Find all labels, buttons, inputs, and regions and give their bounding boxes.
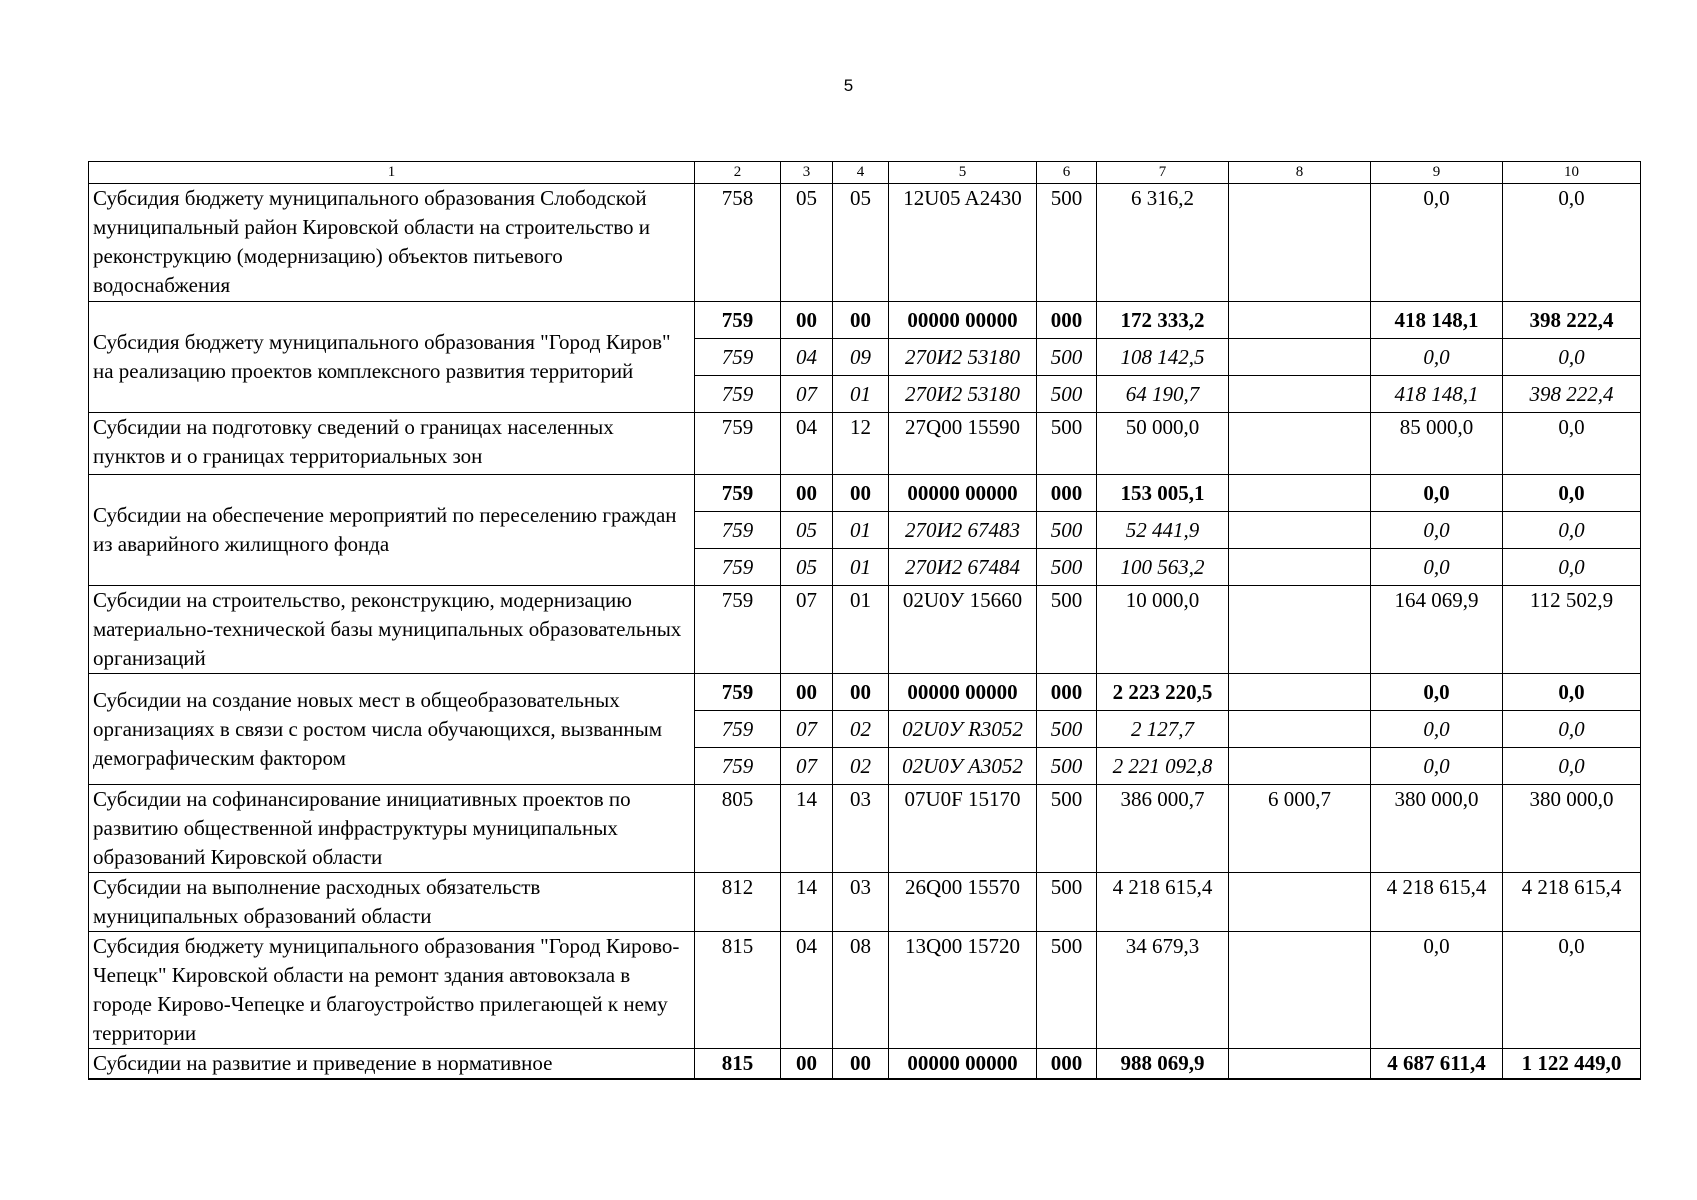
amount-2021: 6 316,2 bbox=[1097, 184, 1229, 302]
code-admin: 759 bbox=[695, 674, 781, 711]
amount-2023: 0,0 bbox=[1503, 512, 1641, 549]
code-subsection: 00 bbox=[833, 674, 889, 711]
code-admin: 812 bbox=[695, 873, 781, 932]
code-subsection: 01 bbox=[833, 376, 889, 413]
code-expense-type: 500 bbox=[1037, 785, 1097, 873]
code-subsection: 02 bbox=[833, 711, 889, 748]
amount-2021: 2 223 220,5 bbox=[1097, 674, 1229, 711]
amount-2023: 380 000,0 bbox=[1503, 785, 1641, 873]
row-description: Субсидия бюджету муниципального образования "Город Кирово-Чепецк" Кировской области на ремонт здания автовокзала в городе Кирово-Чепецке и благоустройство прилегающей к нему территории bbox=[89, 932, 695, 1049]
amount-2023: 0,0 bbox=[1503, 339, 1641, 376]
amount-change bbox=[1229, 748, 1371, 785]
table-row bbox=[89, 1049, 1641, 1080]
table-row bbox=[89, 932, 1641, 1049]
page-number: 5 bbox=[843, 76, 854, 95]
code-target-article: 27Q00 15590 bbox=[889, 413, 1037, 475]
amount-2023: 0,0 bbox=[1503, 184, 1641, 302]
code-section: 04 bbox=[781, 413, 833, 475]
amount-2021: 2 221 092,8 bbox=[1097, 748, 1229, 785]
code-section: 07 bbox=[781, 748, 833, 785]
code-subsection: 02 bbox=[833, 748, 889, 785]
amount-2022: 418 148,1 bbox=[1371, 302, 1503, 339]
code-subsection: 08 bbox=[833, 932, 889, 1049]
amount-2022: 380 000,0 bbox=[1371, 785, 1503, 873]
amount-2023: 112 502,9 bbox=[1503, 586, 1641, 674]
code-target-article: 00000 00000 bbox=[889, 674, 1037, 711]
code-admin: 758 bbox=[695, 184, 781, 302]
amount-change bbox=[1229, 549, 1371, 586]
amount-2022: 0,0 bbox=[1371, 184, 1503, 302]
column-header: 8 bbox=[1229, 162, 1371, 184]
amount-2023: 0,0 bbox=[1503, 549, 1641, 586]
amount-change bbox=[1229, 711, 1371, 748]
table-row bbox=[89, 413, 1641, 475]
amount-2023: 1 122 449,0 bbox=[1503, 1049, 1641, 1080]
code-section: 14 bbox=[781, 785, 833, 873]
code-subsection: 03 bbox=[833, 785, 889, 873]
amount-2022: 4 218 615,4 bbox=[1371, 873, 1503, 932]
code-admin: 759 bbox=[695, 413, 781, 475]
code-admin: 759 bbox=[695, 339, 781, 376]
amount-change bbox=[1229, 586, 1371, 674]
code-subsection: 09 bbox=[833, 339, 889, 376]
row-description: Субсидии на развитие и приведение в нормативное bbox=[89, 1049, 695, 1080]
code-section: 04 bbox=[781, 339, 833, 376]
amount-change bbox=[1229, 512, 1371, 549]
code-expense-type: 500 bbox=[1037, 339, 1097, 376]
column-header: 2 bbox=[695, 162, 781, 184]
code-expense-type: 500 bbox=[1037, 711, 1097, 748]
table-row bbox=[89, 674, 1641, 711]
code-target-article: 270И2 53180 bbox=[889, 339, 1037, 376]
code-target-article: 00000 00000 bbox=[889, 475, 1037, 512]
amount-change bbox=[1229, 873, 1371, 932]
column-number-row bbox=[89, 162, 1641, 184]
amount-2022: 0,0 bbox=[1371, 932, 1503, 1049]
amount-2023: 398 222,4 bbox=[1503, 302, 1641, 339]
code-admin: 759 bbox=[695, 549, 781, 586]
row-description: Субсидии на создание новых мест в общеобразовательных организациях в связи с ростом числа обучающихся, вызванным демографическим фактором bbox=[89, 674, 695, 785]
row-description: Субсидии на подготовку сведений о границах населенных пунктов и о границах территориальных зон bbox=[89, 413, 695, 475]
code-subsection: 00 bbox=[833, 1049, 889, 1080]
code-expense-type: 500 bbox=[1037, 376, 1097, 413]
table-row bbox=[89, 873, 1641, 932]
code-target-article: 07U0F 15170 bbox=[889, 785, 1037, 873]
table-row bbox=[89, 302, 1641, 339]
table-row bbox=[89, 184, 1641, 302]
row-description: Субсидии на выполнение расходных обязательств муниципальных образований области bbox=[89, 873, 695, 932]
code-subsection: 03 bbox=[833, 873, 889, 932]
amount-2021: 386 000,7 bbox=[1097, 785, 1229, 873]
code-expense-type: 500 bbox=[1037, 549, 1097, 586]
code-target-article: 12U05 A2430 bbox=[889, 184, 1037, 302]
code-admin: 759 bbox=[695, 512, 781, 549]
code-admin: 759 bbox=[695, 711, 781, 748]
column-header: 6 bbox=[1037, 162, 1097, 184]
column-header: 10 bbox=[1503, 162, 1641, 184]
amount-change bbox=[1229, 376, 1371, 413]
code-expense-type: 500 bbox=[1037, 586, 1097, 674]
amount-change bbox=[1229, 184, 1371, 302]
row-description: Субсидия бюджету муниципального образования Слободской муниципальный район Кировской области на строительство и реконструкцию (модернизацию) объектов питьевого водоснабжения bbox=[89, 184, 695, 302]
column-header: 1 bbox=[89, 162, 695, 184]
amount-change bbox=[1229, 302, 1371, 339]
amount-2021: 2 127,7 bbox=[1097, 711, 1229, 748]
code-subsection: 01 bbox=[833, 512, 889, 549]
code-target-article: 270И2 53180 bbox=[889, 376, 1037, 413]
amount-2022: 0,0 bbox=[1371, 549, 1503, 586]
amount-2021: 34 679,3 bbox=[1097, 932, 1229, 1049]
code-target-article: 13Q00 15720 bbox=[889, 932, 1037, 1049]
code-expense-type: 000 bbox=[1037, 1049, 1097, 1080]
amount-2022: 0,0 bbox=[1371, 711, 1503, 748]
code-section: 07 bbox=[781, 586, 833, 674]
code-section: 00 bbox=[781, 302, 833, 339]
code-expense-type: 000 bbox=[1037, 674, 1097, 711]
amount-change bbox=[1229, 413, 1371, 475]
amount-2021: 988 069,9 bbox=[1097, 1049, 1229, 1080]
amount-2022: 418 148,1 bbox=[1371, 376, 1503, 413]
amount-2021: 100 563,2 bbox=[1097, 549, 1229, 586]
amount-2022: 0,0 bbox=[1371, 339, 1503, 376]
column-header: 3 bbox=[781, 162, 833, 184]
amount-2023: 4 218 615,4 bbox=[1503, 873, 1641, 932]
code-target-article: 02U0У A3052 bbox=[889, 748, 1037, 785]
amount-2022: 0,0 bbox=[1371, 674, 1503, 711]
code-admin: 805 bbox=[695, 785, 781, 873]
budget-table bbox=[88, 161, 1641, 1080]
amount-2021: 108 142,5 bbox=[1097, 339, 1229, 376]
amount-2022: 164 069,9 bbox=[1371, 586, 1503, 674]
code-section: 00 bbox=[781, 674, 833, 711]
code-subsection: 01 bbox=[833, 549, 889, 586]
amount-2021: 172 333,2 bbox=[1097, 302, 1229, 339]
column-header: 9 bbox=[1371, 162, 1503, 184]
code-admin: 759 bbox=[695, 302, 781, 339]
code-expense-type: 500 bbox=[1037, 512, 1097, 549]
amount-2021: 52 441,9 bbox=[1097, 512, 1229, 549]
amount-2022: 0,0 bbox=[1371, 748, 1503, 785]
code-admin: 759 bbox=[695, 376, 781, 413]
code-subsection: 00 bbox=[833, 302, 889, 339]
row-description: Субсидия бюджету муниципального образования "Город Киров" на реализацию проектов комплексного развития территорий bbox=[89, 302, 695, 413]
code-target-article: 00000 00000 bbox=[889, 1049, 1037, 1080]
code-admin: 759 bbox=[695, 586, 781, 674]
amount-change bbox=[1229, 475, 1371, 512]
code-section: 00 bbox=[781, 475, 833, 512]
code-admin: 759 bbox=[695, 475, 781, 512]
code-section: 04 bbox=[781, 932, 833, 1049]
amount-2022: 0,0 bbox=[1371, 475, 1503, 512]
table-body bbox=[89, 162, 1641, 1080]
code-expense-type: 500 bbox=[1037, 873, 1097, 932]
amount-2022: 0,0 bbox=[1371, 512, 1503, 549]
code-target-article: 26Q00 15570 bbox=[889, 873, 1037, 932]
amount-2023: 0,0 bbox=[1503, 413, 1641, 475]
row-description: Субсидии на обеспечение мероприятий по переселению граждан из аварийного жилищного фонда bbox=[89, 475, 695, 586]
amount-2022: 4 687 611,4 bbox=[1371, 1049, 1503, 1080]
code-admin: 759 bbox=[695, 748, 781, 785]
code-section: 07 bbox=[781, 376, 833, 413]
code-expense-type: 500 bbox=[1037, 184, 1097, 302]
amount-2023: 0,0 bbox=[1503, 711, 1641, 748]
column-header: 7 bbox=[1097, 162, 1229, 184]
column-header: 4 bbox=[833, 162, 889, 184]
table-row bbox=[89, 586, 1641, 674]
code-subsection: 12 bbox=[833, 413, 889, 475]
code-subsection: 00 bbox=[833, 475, 889, 512]
amount-2021: 50 000,0 bbox=[1097, 413, 1229, 475]
code-expense-type: 500 bbox=[1037, 932, 1097, 1049]
amount-change bbox=[1229, 932, 1371, 1049]
code-section: 07 bbox=[781, 711, 833, 748]
amount-change: 6 000,7 bbox=[1229, 785, 1371, 873]
row-description: Субсидии на софинансирование инициативных проектов по развитию общественной инфраструктуры муниципальных образований Кировской области bbox=[89, 785, 695, 873]
code-section: 05 bbox=[781, 184, 833, 302]
code-target-article: 270И2 67484 bbox=[889, 549, 1037, 586]
amount-2023: 0,0 bbox=[1503, 475, 1641, 512]
code-subsection: 05 bbox=[833, 184, 889, 302]
amount-2021: 64 190,7 bbox=[1097, 376, 1229, 413]
code-section: 14 bbox=[781, 873, 833, 932]
table-row bbox=[89, 475, 1641, 512]
code-target-article: 02U0У 15660 bbox=[889, 586, 1037, 674]
code-target-article: 00000 00000 bbox=[889, 302, 1037, 339]
amount-2023: 0,0 bbox=[1503, 748, 1641, 785]
code-expense-type: 000 bbox=[1037, 475, 1097, 512]
amount-2023: 0,0 bbox=[1503, 674, 1641, 711]
amount-2023: 0,0 bbox=[1503, 932, 1641, 1049]
amount-2021: 153 005,1 bbox=[1097, 475, 1229, 512]
code-target-article: 02U0У R3052 bbox=[889, 711, 1037, 748]
code-section: 00 bbox=[781, 1049, 833, 1080]
code-section: 05 bbox=[781, 549, 833, 586]
amount-change bbox=[1229, 1049, 1371, 1080]
table-row bbox=[89, 785, 1641, 873]
row-description: Субсидии на строительство, реконструкцию, модернизацию материально-технической базы муниципальных образовательных организаций bbox=[89, 586, 695, 674]
code-expense-type: 500 bbox=[1037, 413, 1097, 475]
code-admin: 815 bbox=[695, 1049, 781, 1080]
column-header: 5 bbox=[889, 162, 1037, 184]
code-expense-type: 500 bbox=[1037, 748, 1097, 785]
amount-change bbox=[1229, 339, 1371, 376]
code-target-article: 270И2 67483 bbox=[889, 512, 1037, 549]
amount-change bbox=[1229, 674, 1371, 711]
amount-2021: 10 000,0 bbox=[1097, 586, 1229, 674]
code-section: 05 bbox=[781, 512, 833, 549]
amount-2023: 398 222,4 bbox=[1503, 376, 1641, 413]
code-expense-type: 000 bbox=[1037, 302, 1097, 339]
amount-2021: 4 218 615,4 bbox=[1097, 873, 1229, 932]
code-admin: 815 bbox=[695, 932, 781, 1049]
amount-2022: 85 000,0 bbox=[1371, 413, 1503, 475]
code-subsection: 01 bbox=[833, 586, 889, 674]
